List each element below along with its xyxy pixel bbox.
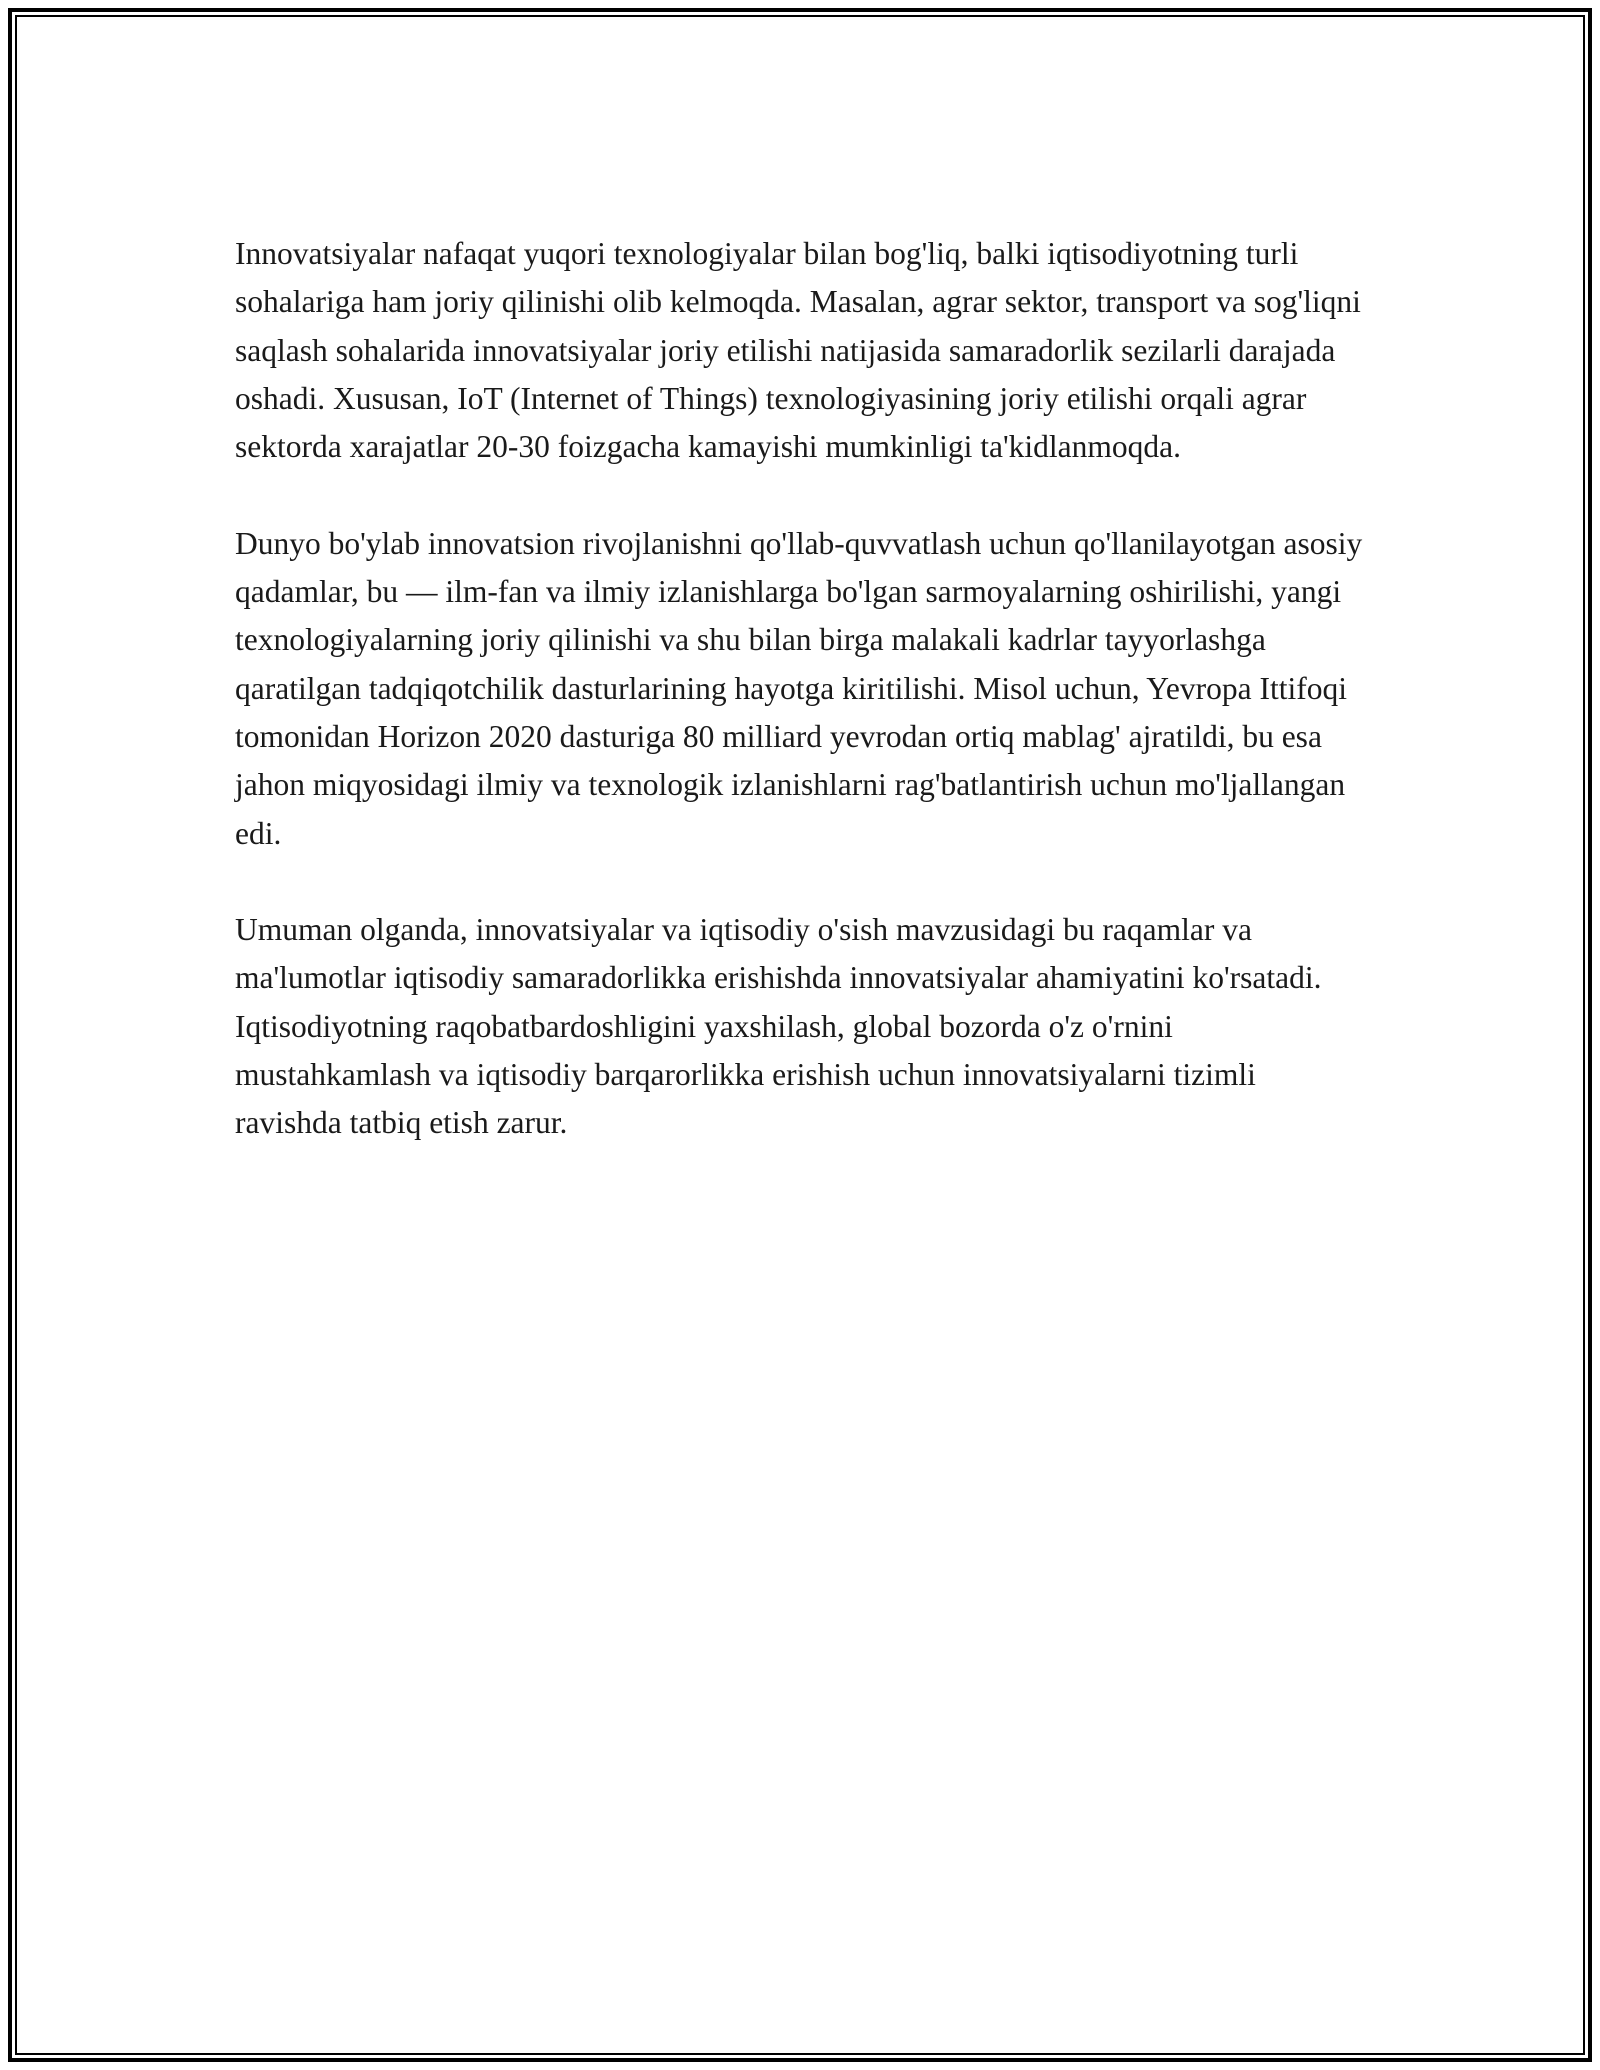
- paragraph-3: Umuman olganda, innovatsiyalar va iqtisodiy o'sish mavzusidagi bu raqamlar va ma'lumotlar iqtisodiy samaradorlikka erishishda innovatsiyalar ahamiyatini ko'rsatadi. Iqtisodiyotning raqobatbardoshligini yaxshilash, global bozorda o'z o'rnini mustahkamlash va iqtisodiy barqarorlikka erishish uchun innovatsiyalarni tizimli ravishda tatbiq etish zarur.: [235, 912, 1322, 1141]
- paragraph-2: Dunyo bo'ylab innovatsion rivojlanishni qo'llab-quvvatlash uchun qo'llanilayotgan asosiy qadamlar, bu — ilm-fan va ilmiy izlanishlarga bo'lgan sarmoyalarning oshirilishi, yangi texnologiyalarning joriy qilinishi va shu bilan birga malakali kadrlar tayyorlashga qaratilgan tadqiqotchilik dasturlarining hayotga kiritilishi. Misol uchun, Yevropa Ittifoqi tomonidan Horizon 2020 dasturiga 80 milliard yevrodan ortiq mablag' ajratildi, bu esa jahon miqyosidagi ilmiy va texnologik izlanishlarni rag'batlantirish uchun mo'ljallangan edi.: [235, 525, 1363, 851]
- document-body: [235, 230, 1365, 1196]
- paragraph-1: Innovatsiyalar nafaqat yuqori texnologiyalar bilan bog'liq, balki iqtisodiyotning turli sohalariga ham joriy qilinishi olib kelmoqda. Masalan, agrar sektor, transport va sog'liqni saqlash sohalarida innovatsiyalar joriy etilishi natijasida samaradorlik sezilarli darajada oshadi. Xususan, IoT (Internet of Things) texnologiyasining joriy etilishi orqali agrar sektorda xarajatlar 20-30 foizgacha kamayishi mumkinligi ta'kidlanmoqda.: [235, 236, 1361, 465]
